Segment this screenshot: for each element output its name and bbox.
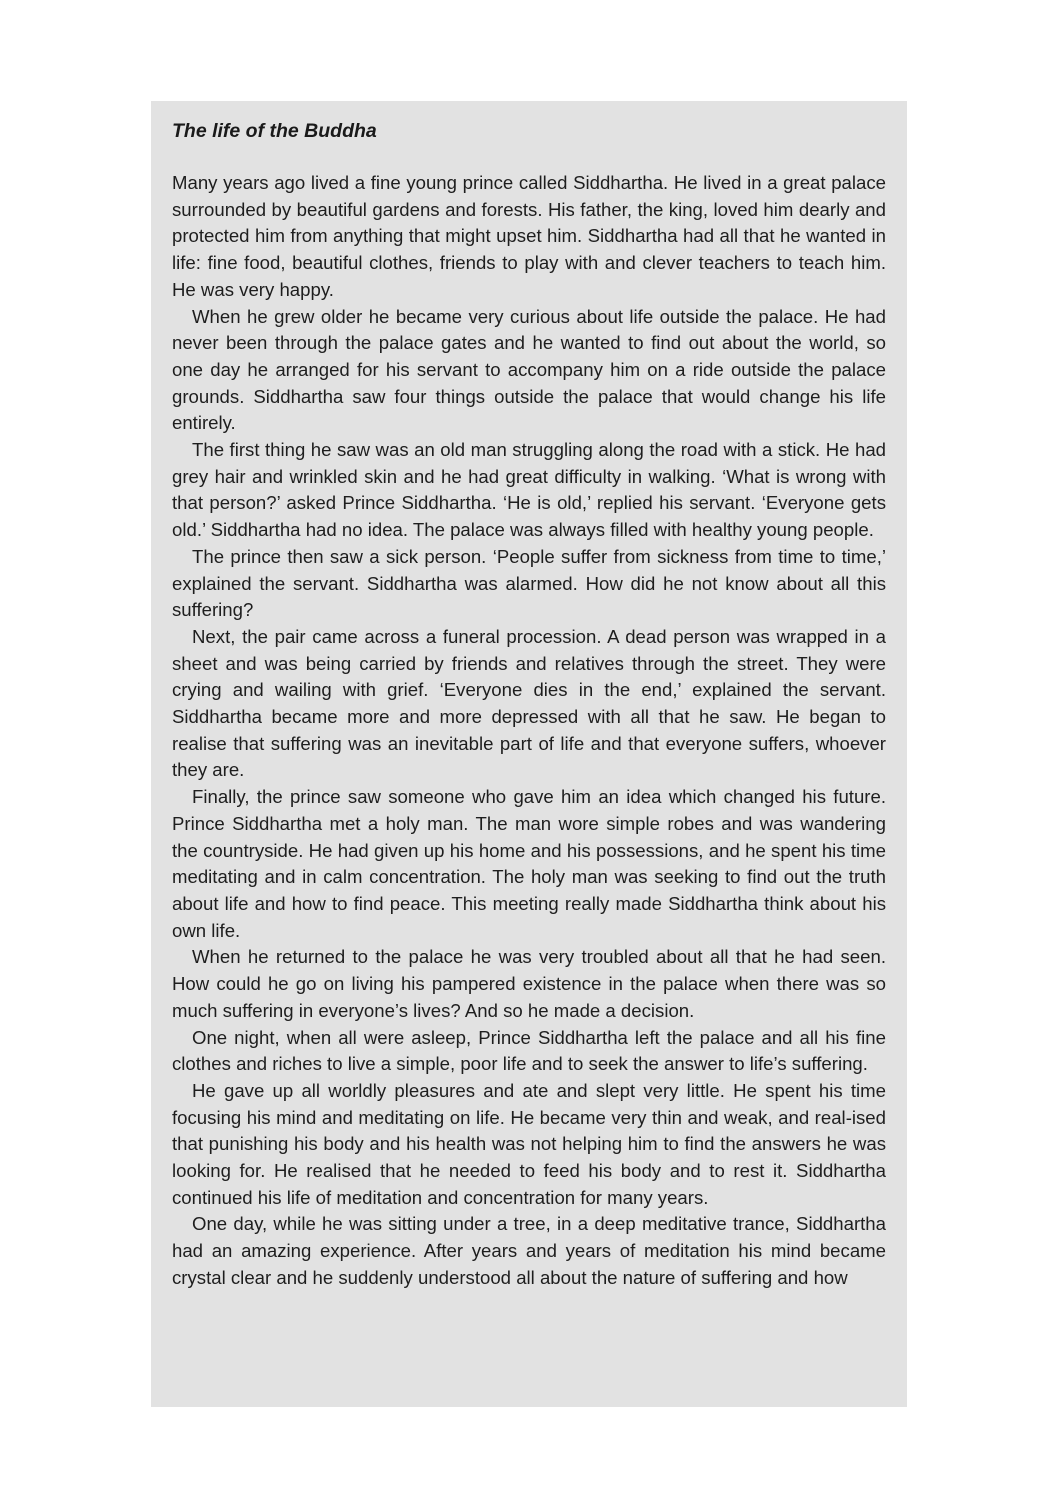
- paragraph: One day, while he was sitting under a tree, in a deep meditative trance, Siddhartha had an amazing experience. After years and years of meditation his mind became crystal clear and he suddenly understood all about the nature of suffering and how: [172, 1213, 886, 1288]
- paragraph: The first thing he saw was an old man struggling along the road with a stick. He had grey hair and wrinkled skin and he had great difficulty in walking. ‘What is wrong with that person?’ asked Prince Siddhartha. ‘He is old,’ replied his servant. ‘Everyone gets old.’ Siddhartha had no idea. The palace was always filled with healthy young people.: [172, 439, 886, 541]
- paragraph: The prince then saw a sick person. ‘People suffer from sickness from time to time,’ explained the servant. Siddhartha was alarmed. How did he not know about all this suffering?: [172, 545, 886, 621]
- paragraph: One night, when all were asleep, Prince Siddhartha left the palace and all his fine clothes and riches to live a simple, poor life and to seek the answer to life’s suffering.: [172, 1026, 886, 1075]
- text-box: [151, 101, 907, 1407]
- article-title: The life of the Buddha: [172, 120, 377, 142]
- paragraph: Next, the pair came across a funeral procession. A dead person was wrapped in a sheet and was being carried by friends and relatives through the street. They were crying and wailing with grief. ‘Everyone dies in the end,’ explained the servant. Siddhartha became more and more depressed with all that he saw. He began to realise that suffering was an inevitable part of life and that everyone suffers, whoever they are.: [172, 625, 886, 781]
- paragraph: When he returned to the palace he was very troubled about all that he had seen. How could he go on living his pampered existence in the palace when there was so much suffering in everyone’s lives? And so he made a decision.: [172, 946, 886, 1021]
- paragraph: Many years ago lived a fine young prince called Siddhartha. He lived in a great palace surrounded by beautiful gardens and forests. His father, the king, loved him dearly and protected him from anything that might upset him. Siddhartha had all that he wanted in life: fine food, beautiful clothes, friends to play with and clever teachers to teach him. He was very happy.: [172, 172, 886, 300]
- paragraph: When he grew older he became very curious about life outside the palace. He had never been through the palace gates and he wanted to find out about the world, so one day he arranged for his servant to accompany him on a ride outside the palace grounds. Siddhartha saw four things outside the palace that would change his life entirely.: [172, 305, 886, 434]
- paragraph: Finally, the prince saw someone who gave him an idea which changed his future. Prince Siddhartha met a holy man. The man wore simple robes and was wandering the countryside. He had given up his home and his possessions, and he spent his time meditating and in calm concentration. The holy man was seeking to find out the truth about life and how to find peace. This meeting really made Siddhartha think about his own life.: [172, 786, 886, 941]
- paragraph: He gave up all worldly pleasures and ate and slept very little. He spent his time focusing his mind and meditating on life. He became very thin and weak, and real-ised that punishing his body and his health was not helping him to find the answers he was looking for. He realised that he needed to feed his body and to rest it. Siddhartha continued his life of meditation and concentration for many years.: [172, 1079, 886, 1208]
